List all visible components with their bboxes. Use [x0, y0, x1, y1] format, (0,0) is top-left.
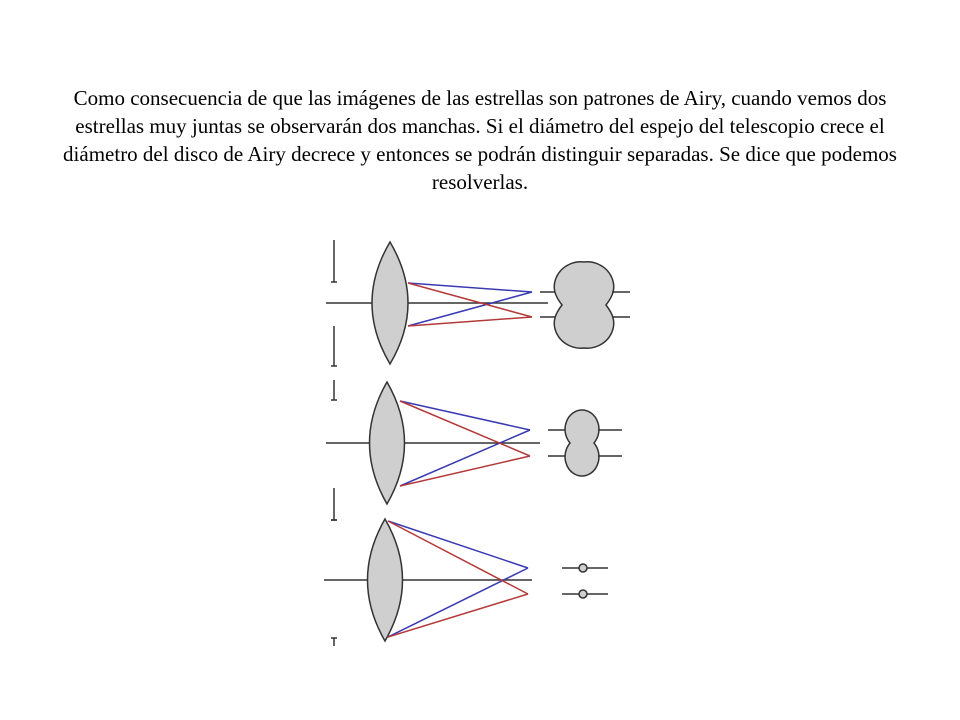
- airy-disk-medium-touching: [565, 410, 599, 476]
- ray-blue-bottom: [388, 568, 528, 637]
- airy-disk-small-top: [579, 564, 587, 572]
- lens: [372, 242, 408, 364]
- lens: [368, 519, 403, 641]
- ray-blue-top: [400, 401, 530, 430]
- ray-red-top: [388, 521, 528, 594]
- ray-red-top: [400, 401, 530, 456]
- ray-red-bottom: [388, 594, 528, 637]
- ray-red-bottom: [400, 456, 530, 486]
- lens: [370, 382, 405, 504]
- panel-large-aperture: [324, 519, 608, 646]
- airy-disk-small-bottom: [579, 590, 587, 598]
- ray-blue-bottom: [400, 430, 530, 486]
- airy-disk-large-merged: [554, 262, 614, 348]
- ray-blue-top: [388, 521, 528, 568]
- explanation-text: Como consecuencia de que las imágenes de las estrellas son patrones de Airy, cuando vemos dos estrellas muy juntas se observarán dos manchas. Si el diámetro del espejo del telescopio crece el diámetro del disco de Airy decrece y entonces se podrán distinguir separadas. Se dice que podemos resolverlas.: [63, 86, 897, 194]
- panel-medium-aperture: [326, 380, 622, 520]
- panel-small-aperture: [326, 240, 630, 366]
